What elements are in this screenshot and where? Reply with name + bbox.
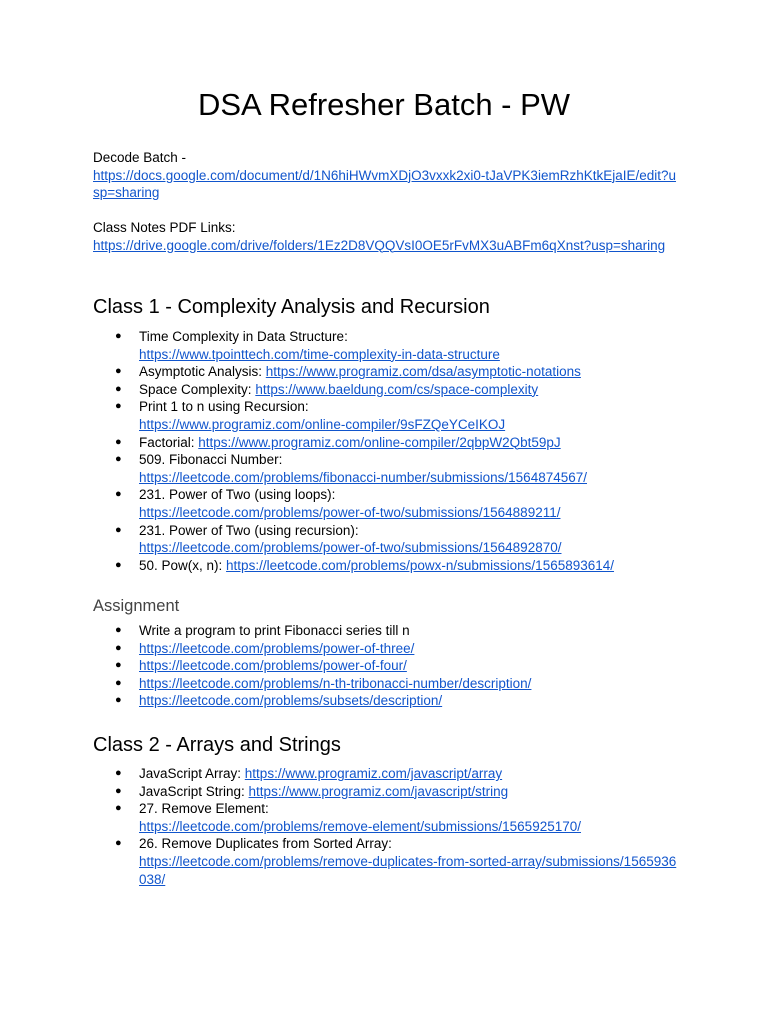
bullet-icon: ● bbox=[115, 523, 122, 536]
list-item bbox=[93, 675, 678, 693]
bullet-icon: ● bbox=[115, 694, 122, 707]
list-item bbox=[93, 800, 678, 835]
document-title: DSA Refresher Batch - PW bbox=[197, 87, 571, 122]
assignment-list bbox=[93, 622, 678, 710]
list-item-text: 26. Remove Duplicates from Sorted Array: bbox=[139, 836, 392, 852]
list-item bbox=[93, 657, 678, 675]
bullet-icon: ● bbox=[115, 624, 122, 636]
list-item bbox=[93, 692, 678, 710]
list-item-link[interactable]: https://www.programiz.com/dsa/asymptotic-notations bbox=[265, 364, 581, 380]
list-item-text: 509. Fibonacci Number: bbox=[139, 452, 283, 468]
list-item-text: 231. Power of Two (using recursion): bbox=[139, 522, 359, 538]
list-item-link[interactable]: https://leetcode.com/problems/remove-duplicates-from-sorted-array/submissions/1565936038/ bbox=[139, 853, 677, 887]
list-item-link[interactable]: https://leetcode.com/problems/remove-element/submissions/1565925170/ bbox=[139, 818, 581, 834]
list-item-text: Space Complexity: bbox=[139, 381, 256, 397]
list-item bbox=[93, 363, 678, 381]
list-item-link[interactable]: https://www.programiz.com/online-compiler/9sFZQeYCeIKOJ bbox=[139, 416, 506, 432]
list-item-text: 231. Power of Two (using loops): bbox=[139, 487, 336, 503]
bullet-icon: ● bbox=[115, 558, 122, 571]
list-item-text: 27. Remove Element: bbox=[139, 801, 269, 817]
list-item-link[interactable]: https://leetcode.com/problems/power-of-two/submissions/1564892870/ bbox=[139, 540, 562, 556]
list-item bbox=[93, 398, 678, 433]
list-item-text: JavaScript String: bbox=[139, 783, 249, 799]
list-item bbox=[93, 557, 678, 575]
bullet-icon: ● bbox=[115, 676, 122, 689]
bullet-icon: ● bbox=[115, 382, 122, 395]
list-item-link[interactable]: https://www.tpointtech.com/time-complexity-in-data-structure bbox=[139, 346, 500, 362]
class-notes-block bbox=[93, 219, 678, 254]
list-item-link[interactable]: https://leetcode.com/problems/fibonacci-number/submissions/1564874567/ bbox=[139, 469, 587, 485]
list-item bbox=[93, 328, 678, 363]
list-item-link[interactable]: https://leetcode.com/problems/subsets/description/ bbox=[139, 693, 443, 709]
bullet-icon: ● bbox=[115, 767, 122, 779]
list-item bbox=[93, 434, 678, 452]
bullet-icon: ● bbox=[115, 330, 122, 342]
list-item bbox=[93, 381, 678, 399]
list-item-text: Print 1 to n using Recursion: bbox=[139, 399, 309, 415]
assignment-heading: Assignment bbox=[93, 597, 180, 615]
list-item-text: Factorial: bbox=[139, 434, 199, 450]
list-item-link[interactable]: https://www.programiz.com/javascript/string bbox=[248, 783, 509, 799]
list-item-text: JavaScript Array: bbox=[139, 766, 245, 781]
bullet-icon: ● bbox=[115, 659, 122, 672]
list-item-link[interactable]: https://leetcode.com/problems/power-of-two/submissions/1564889211/ bbox=[139, 504, 561, 520]
class2-heading: Class 2 - Arrays and Strings bbox=[93, 734, 341, 756]
list-item-link[interactable]: https://leetcode.com/problems/power-of-three/ bbox=[139, 640, 415, 656]
bullet-icon: ● bbox=[115, 488, 122, 501]
bullet-icon: ● bbox=[115, 453, 122, 466]
list-item bbox=[93, 783, 678, 801]
list-item-text: Write a program to print Fibonacci series till n bbox=[139, 623, 410, 638]
class-notes-link[interactable]: https://drive.google.com/drive/folders/1Ez2D8VQQVsI0OE5rFvMX3uABFm6qXnst?usp=sharing bbox=[93, 237, 666, 253]
class1-list bbox=[93, 328, 678, 574]
decode-batch-link[interactable]: https://docs.google.com/document/d/1N6hiHWvmXDjO3vxxk2xi0-tJaVPK3iemRzhKtkEjaIE/edit?usp=sharing bbox=[93, 167, 677, 201]
decode-batch-label: Decode Batch - bbox=[93, 150, 187, 165]
list-item-text: Asymptotic Analysis: bbox=[139, 364, 266, 380]
list-item-link[interactable]: https://leetcode.com/problems/powx-n/submissions/1565893614/ bbox=[226, 557, 615, 573]
list-item-link[interactable]: https://www.programiz.com/online-compiler/2qbpW2Qbt59pJ bbox=[198, 434, 561, 450]
class2-list bbox=[93, 765, 678, 888]
bullet-icon: ● bbox=[115, 837, 122, 850]
bullet-icon: ● bbox=[115, 435, 122, 448]
list-item-link[interactable]: https://leetcode.com/problems/n-th-tribonacci-number/description/ bbox=[139, 675, 532, 691]
list-item-text: 50. Pow(x, n): bbox=[139, 557, 227, 573]
list-item bbox=[93, 835, 678, 888]
bullet-icon: ● bbox=[115, 641, 122, 654]
list-item bbox=[93, 640, 678, 658]
bullet-icon: ● bbox=[115, 802, 122, 815]
list-item bbox=[93, 522, 678, 557]
bullet-icon: ● bbox=[115, 784, 122, 797]
bullet-icon: ● bbox=[115, 365, 122, 378]
list-item bbox=[93, 486, 678, 521]
class1-heading: Class 1 - Complexity Analysis and Recursion bbox=[93, 296, 490, 318]
list-item-link[interactable]: https://www.baeldung.com/cs/space-complexity bbox=[255, 381, 539, 397]
list-item bbox=[93, 451, 678, 486]
list-item-link[interactable]: https://www.programiz.com/javascript/array bbox=[244, 766, 503, 781]
bullet-icon: ● bbox=[115, 400, 122, 413]
list-item-text: Time Complexity in Data Structure: bbox=[139, 329, 348, 344]
list-item-link[interactable]: https://leetcode.com/problems/power-of-four/ bbox=[139, 658, 407, 674]
decode-batch-block bbox=[93, 149, 678, 202]
class-notes-label: Class Notes PDF Links: bbox=[93, 220, 236, 235]
list-item bbox=[93, 765, 678, 783]
list-item bbox=[93, 622, 678, 640]
